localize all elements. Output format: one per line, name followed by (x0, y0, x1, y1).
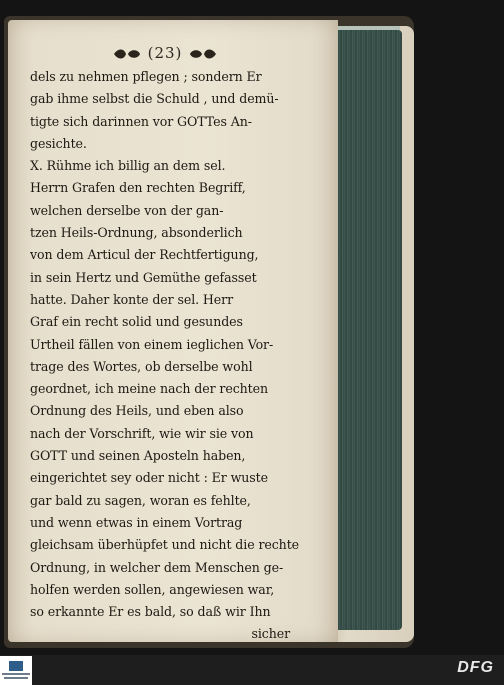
ornament-left-icon (112, 47, 142, 61)
page-body-text (30, 66, 300, 646)
text-line: gab ihme selbst die Schuld , und demü- (30, 91, 279, 107)
text-line: Graf ein recht solid und gesundes (30, 314, 243, 330)
text-line: holfen werden sollen, angewiesen war, (30, 581, 275, 597)
text-line: Ordnung, in welcher dem Menschen ge- (30, 559, 284, 575)
text-line: und wenn etwas in einem Vortrag (30, 514, 243, 530)
dfg-logo: DFG (457, 659, 494, 676)
text-line: gar bald zu sagen, woran es fehlte, (30, 492, 251, 508)
text-line: Urtheil fällen von einem ieglichen Vor- (30, 336, 274, 352)
logo-text-line (2, 673, 30, 675)
text-line: gleichsam überhüpfet und nicht die rechte (30, 537, 300, 553)
logo-mark (9, 661, 23, 671)
text-line: dels zu nehmen pflegen ; sondern Er (30, 69, 262, 84)
text-line: X. Rühme ich billig an dem sel. (30, 158, 226, 174)
ornament-right-icon (188, 47, 218, 61)
page-header (0, 44, 330, 62)
text-line: welchen derselbe von der gan- (30, 202, 224, 218)
text-line: geordnet, ich meine nach der rechten (30, 381, 268, 397)
text-line: eingerichtet sey oder nicht : Er wuste (30, 470, 268, 486)
text-line: Herrn Grafen den rechten Begriff, (30, 180, 246, 196)
text-line: trage des Wortes, ob derselbe wohl (30, 358, 253, 374)
text-line: GOTT und seinen Aposteln haben, (30, 448, 246, 464)
text-line: hatte. Daher konte der sel. Herr (30, 291, 233, 307)
library-logo-icon (0, 656, 32, 685)
text-line: so erkannte Er es bald, so daß wir Ihn (30, 604, 271, 620)
catchword: sicher (251, 626, 290, 642)
page-edges-block (336, 30, 402, 630)
viewer-footer (0, 655, 504, 685)
text-line: gesichte. (30, 135, 87, 151)
text-line: von dem Articul der Rechtfertigung, (30, 247, 259, 263)
text-line: nach der Vorschrift, wie wir sie von (30, 425, 254, 441)
text-line: in sein Hertz und Gemüthe gefasset (30, 269, 257, 285)
text-line: tzen Heils-Ordnung, absonderlich (30, 225, 243, 241)
logo-text-line (4, 677, 28, 679)
text-line: Ordnung des Heils, und eben also (30, 403, 244, 419)
text-line: tigte sich darinnen vor GOTTes An- (30, 113, 252, 129)
page-number: (23) (147, 44, 183, 62)
